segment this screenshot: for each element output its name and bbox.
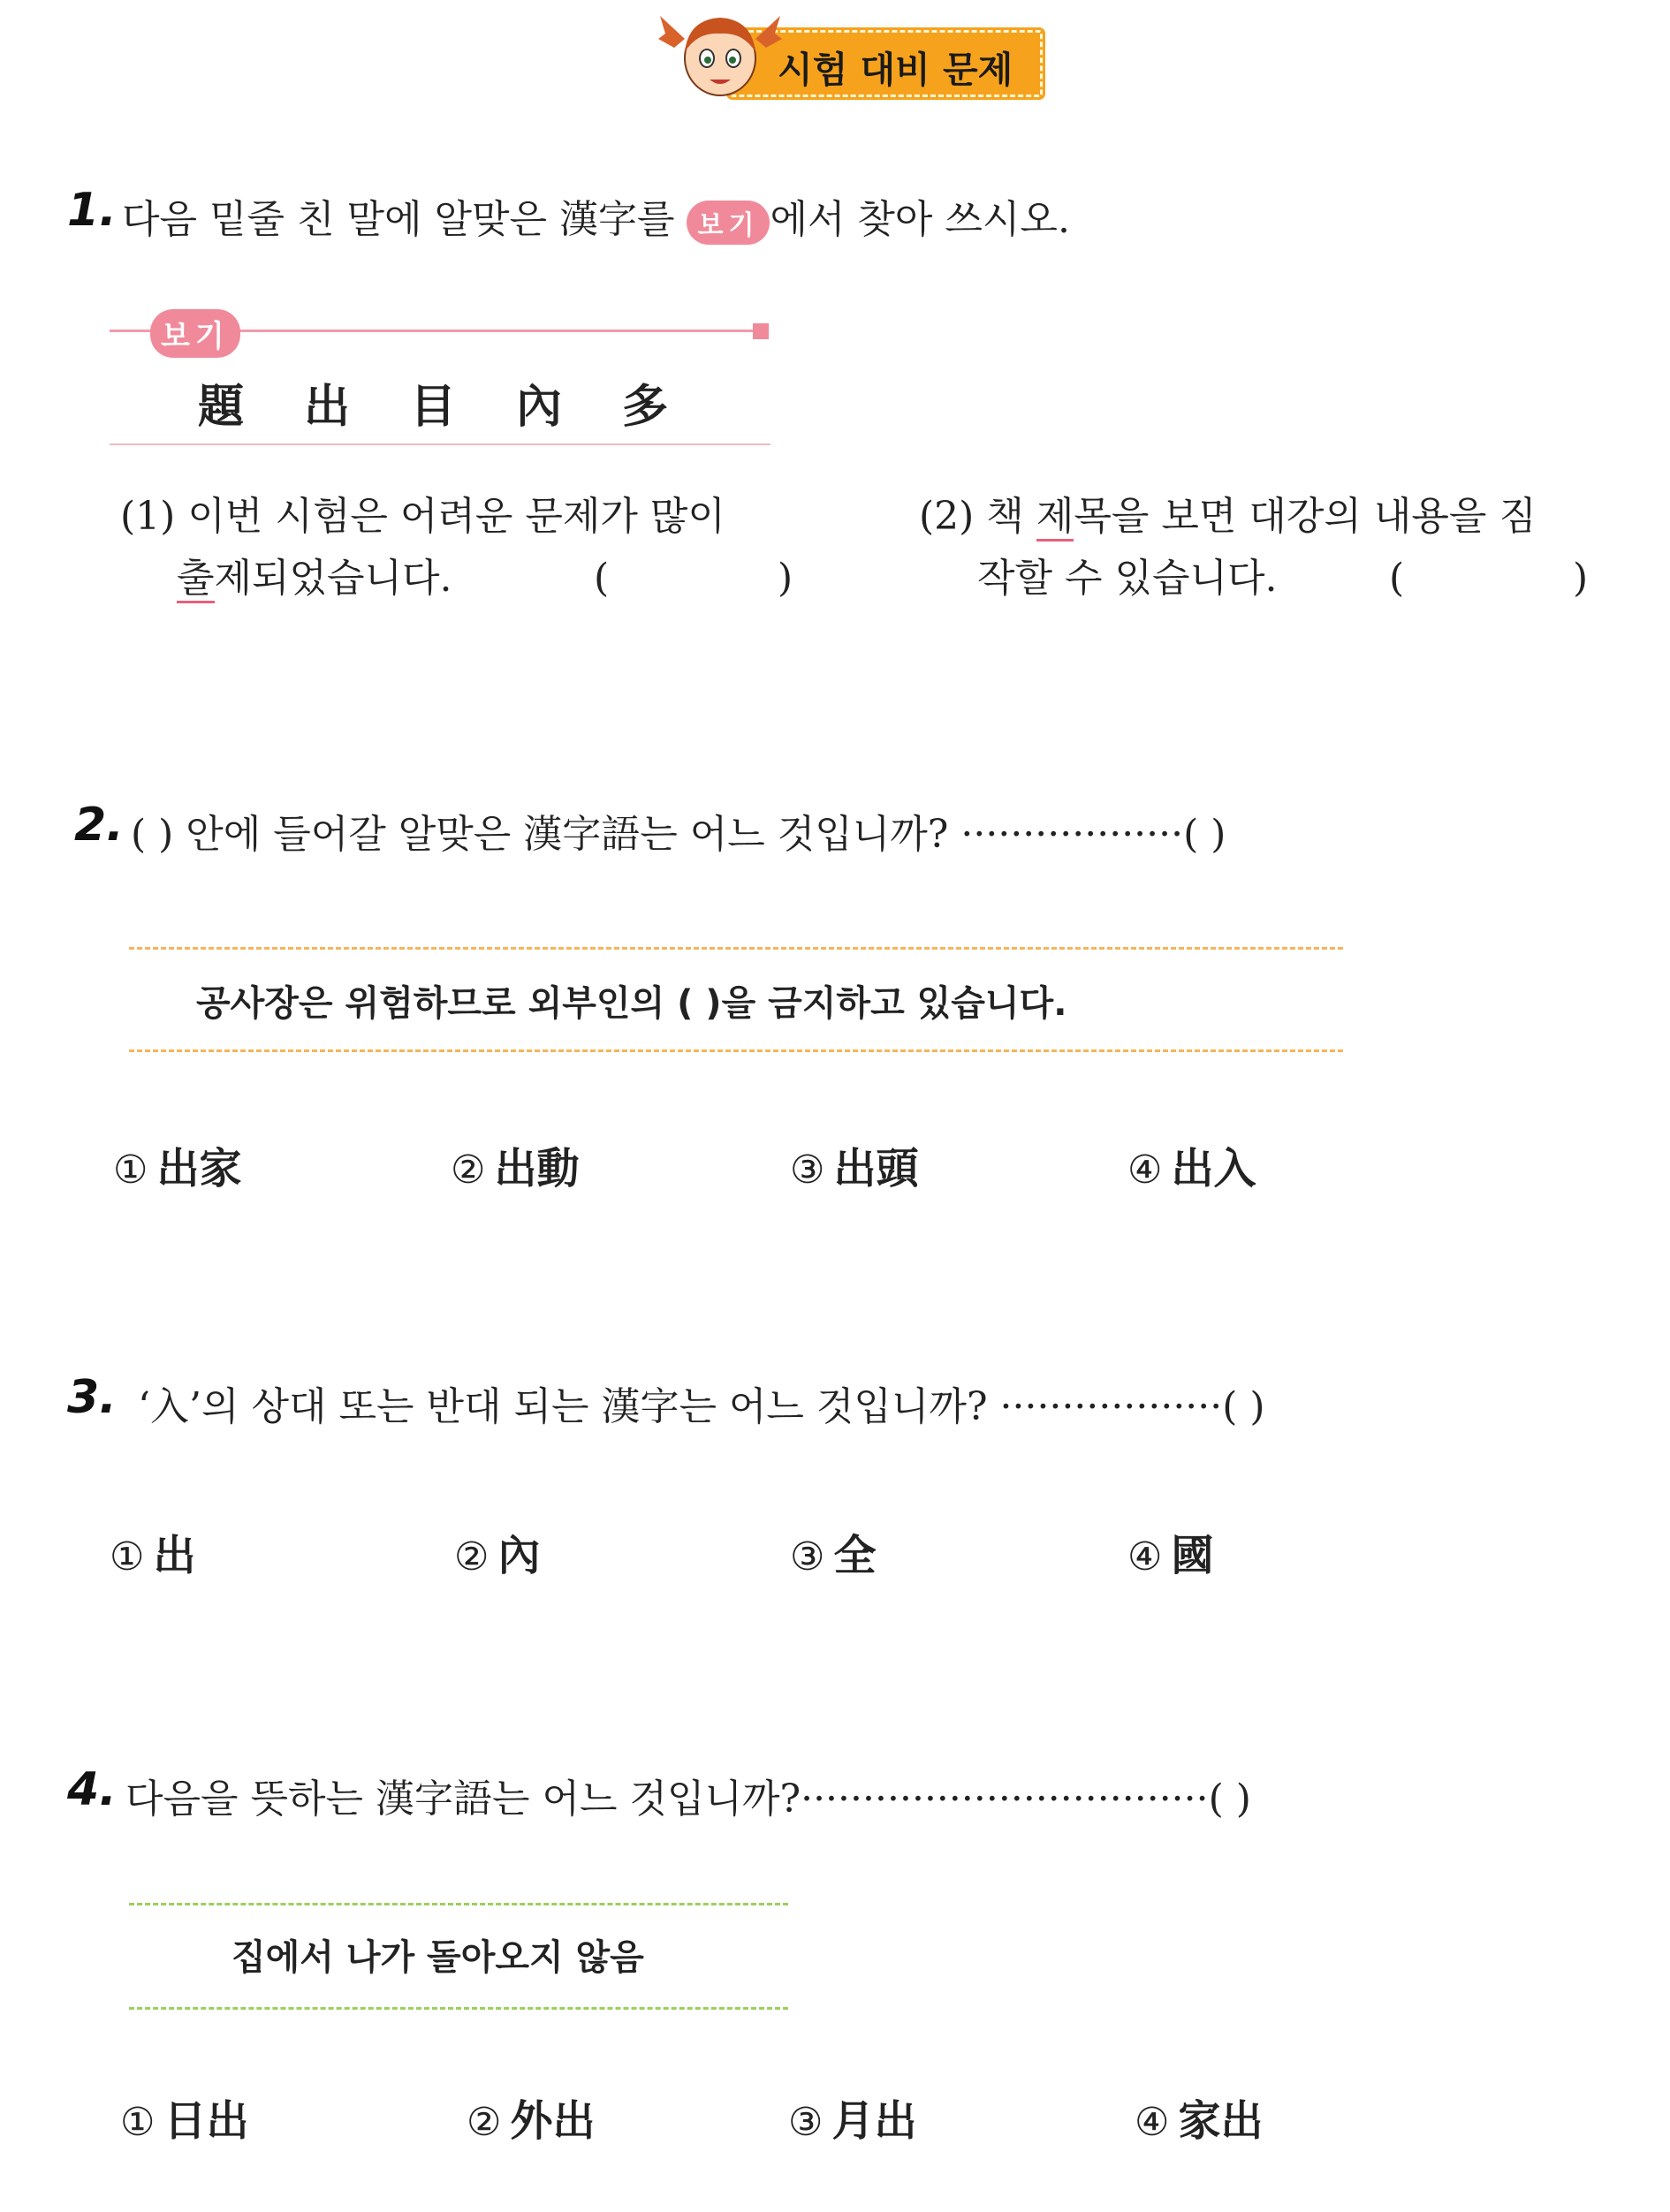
choice-text: 家出 (1178, 2096, 1264, 2146)
q1-sub2-paren-open: ( (1389, 556, 1405, 601)
q2-text: ( ) 안에 들어갈 알맞은 漢字語는 어느 것입니까? ··················( ) (131, 812, 1226, 857)
q3-choice-4[interactable] (1127, 1521, 1213, 1582)
q4-text: 다음을 뜻하는 漢字語는 어느 것입니까?·································( ) (125, 1776, 1251, 1822)
q1-sub2-paren-close: ) (1573, 556, 1589, 601)
choice-text: 外出 (510, 2096, 596, 2146)
q2-number: 2. (74, 799, 124, 852)
choice-text: 出入 (1171, 1144, 1256, 1193)
q1-sub2-underlined: 제 (1036, 494, 1074, 542)
example-box-bottom-line (110, 443, 770, 445)
example-option: 出 (304, 380, 351, 434)
example-options (198, 369, 728, 436)
choice-mark: ③ (790, 1534, 825, 1579)
choice-mark: ③ (788, 2100, 824, 2145)
q3-number: 3. (67, 1371, 117, 1424)
q4-box-bottom-border (129, 2007, 788, 2010)
choice-text: 月出 (831, 2096, 917, 2146)
example-box-end-marker (753, 323, 769, 339)
q1-sub2-number: (2) (919, 494, 975, 539)
choice-mark: ① (110, 1534, 145, 1579)
choice-text: 內 (497, 1531, 541, 1580)
choice-text: 出 (153, 1531, 196, 1580)
q1-sub1-line2 (177, 549, 452, 608)
choice-mark: ① (120, 2100, 156, 2145)
q1-text-after: 에서 찾아 쓰시오. (770, 197, 1070, 242)
example-option: 內 (516, 380, 563, 434)
q4-number: 4. (67, 1763, 117, 1816)
q2-choice-4[interactable] (1127, 1134, 1256, 1195)
q1-sub2 (919, 488, 1537, 546)
choice-mark: ④ (1135, 2100, 1170, 2145)
q1-text (122, 187, 1070, 245)
q2-sentence: 공사장은 위험하므로 외부인의 ( )을 금지하고 있습니다. (196, 983, 1067, 1024)
q1-sub2-line2: 작할 수 있습니다. (977, 556, 1278, 601)
choice-mark: ② (467, 2100, 502, 2145)
q4-choice-3[interactable] (788, 2087, 916, 2148)
choice-mark: ④ (1127, 1534, 1163, 1579)
choice-mark: ② (454, 1534, 490, 1579)
q4-choice-1[interactable] (120, 2087, 248, 2148)
q4-choice-4[interactable] (1135, 2087, 1263, 2148)
q1-pill-label: 보기 (687, 201, 770, 245)
q1-number: 1. (67, 184, 117, 237)
choice-text: 國 (1171, 1531, 1214, 1580)
q2-choice-3[interactable] (790, 1134, 918, 1195)
q2-choice-2[interactable] (451, 1134, 579, 1195)
q1-sub1-number: (1) (120, 494, 176, 539)
q1-sub2-post: 목을 보면 대강의 내용을 짐 (1074, 494, 1537, 539)
example-option: 題 (198, 380, 245, 434)
choice-text: 出動 (494, 1144, 580, 1193)
choice-text: 出頭 (833, 1144, 919, 1193)
q1-sub1 (120, 488, 725, 546)
example-box-label: 보기 (150, 309, 240, 358)
choice-mark: ② (451, 1148, 486, 1193)
choice-mark: ③ (790, 1148, 825, 1193)
q1-sub1-underlined: 출 (177, 556, 215, 603)
choice-mark: ④ (1127, 1148, 1163, 1193)
q4-box-top-border (129, 1903, 788, 1905)
q2-choice-1[interactable] (113, 1134, 241, 1195)
q3-choice-1[interactable] (110, 1521, 195, 1582)
choice-text: 出家 (156, 1144, 242, 1193)
example-option: 多 (622, 380, 669, 434)
q4-sentence: 집에서 나가 돌아오지 않음 (232, 1937, 644, 1978)
example-option: 目 (410, 380, 457, 434)
q1-sub1-paren-open: ( (594, 556, 610, 601)
q1-sub1-paren-close: ) (778, 556, 793, 601)
choice-mark: ① (113, 1148, 148, 1193)
q4-choice-2[interactable] (467, 2087, 595, 2148)
choice-text: 日出 (163, 2096, 249, 2146)
q3-choice-2[interactable] (454, 1521, 540, 1582)
q3-choice-3[interactable] (790, 1521, 876, 1582)
q1-text-before: 다음 밑줄 친 말에 알맞은 漢字를 (122, 197, 687, 242)
q2-box-bottom-border (129, 1049, 1343, 1052)
q1-sub1-rest: 제되었습니다. (214, 556, 452, 601)
girl-mascot-icon (658, 4, 782, 101)
choice-text: 全 (833, 1531, 877, 1580)
header-title: 시험 대비 문제 (778, 49, 1013, 91)
q1-sub2-pre: 책 (986, 494, 1036, 539)
q3-text: ‘入’의 상대 또는 반대 되는 漢字는 어느 것입니까? ··················( ) (138, 1384, 1265, 1429)
q1-sub1-line1: 이번 시험은 어려운 문제가 많이 (187, 494, 725, 539)
q2-box-top-border (129, 947, 1343, 950)
